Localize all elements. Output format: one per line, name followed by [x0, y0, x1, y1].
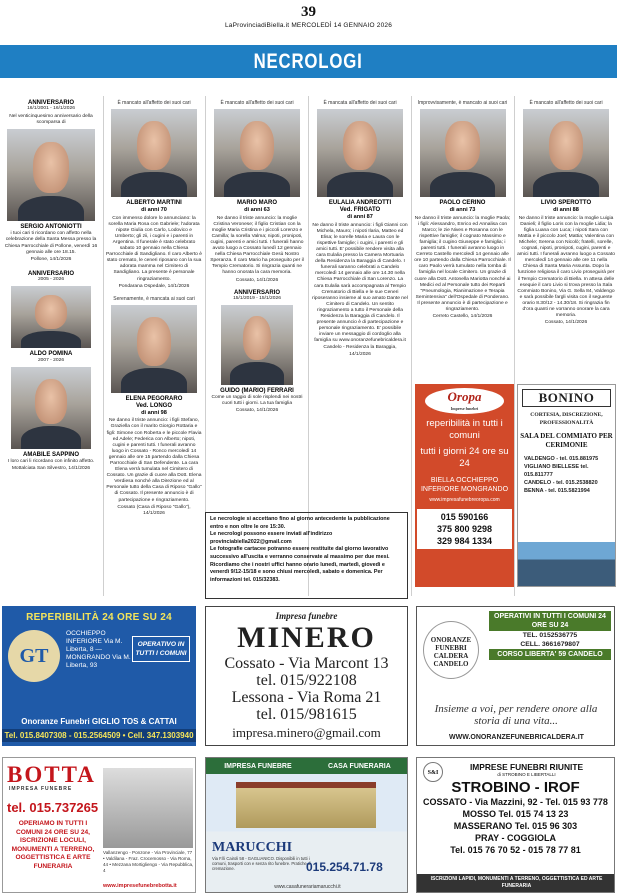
minero-phone-2: tel. 015/981615	[256, 706, 357, 723]
minero-subtitle: Impresa funebre	[275, 611, 338, 621]
giglio-emblem-icon: GT	[8, 630, 60, 682]
marucchi-header-2: CASA FUNERARIA	[328, 762, 391, 770]
deceased-name: PAOLO CERINO	[439, 200, 486, 207]
anniversary-title: ANNIVERSARIO	[233, 289, 280, 296]
bonino-location: VIGLIANO BIELLESE tel. 015.811777	[524, 464, 589, 478]
strobino-footer: ISCRIZIONI LAPIDI, MONUMENTI A TERRENO, OGGETTISTICA ED ARTE FUNERARIA	[417, 874, 615, 892]
anniversary-dates: 16/1/2001 - 16/1/2026	[27, 106, 75, 112]
ad-oropa[interactable]	[415, 384, 514, 587]
deceased-age: di anni 73	[449, 207, 476, 214]
portrait-photo	[111, 305, 197, 393]
ad-marucchi[interactable]	[205, 757, 408, 893]
deceased-age: di anni 87	[347, 214, 373, 221]
notice-email[interactable]: provinciabiella2022@gmail.com	[210, 538, 292, 545]
obituary-signature: Cossato, 14/1/2026	[544, 320, 588, 326]
giglio-name: Onoranze Funebri GIGLIO TOS & CATTAI	[21, 717, 177, 726]
strobino-title: IMPRESE FUNEBRI RIUNITE	[469, 762, 584, 772]
anniversary-title: ANNIVERSARIO	[27, 270, 74, 277]
obituary-column-3	[209, 100, 305, 414]
deceased-name: ALBERTO MARTINI	[126, 200, 182, 207]
ad-caldera[interactable]	[416, 606, 615, 746]
obituary-intro: È mancato all'affetto dei suoi cari	[220, 100, 294, 106]
obituary-column-2	[106, 100, 202, 517]
caldera-website[interactable]: WWW.ONORANZEFUNEBRICALDERA.IT	[449, 734, 584, 741]
strobino-seal-icon: S&I	[423, 762, 443, 782]
bonino-tagline: CORTESIA, DISCREZIONE, PROFESSIONALITÀ	[530, 412, 603, 426]
deceased-name: ELENA PEGORARO	[125, 395, 183, 402]
obituary-signature: Mottalciata San Silvestro, 14/1/2026	[11, 466, 91, 472]
marucchi-phone: 015.254.71.78	[306, 860, 383, 874]
building-photo	[518, 542, 616, 586]
giglio-phones: Tel. 015.8407308 - 015.2564509 • Cell. 347.1303940	[2, 729, 196, 742]
strobino-cossato: COSSATO - Via Mazzini, 92 - Tel. 015 93 778	[423, 797, 608, 807]
strobino-name: STROBINO - IROF	[451, 779, 580, 796]
ad-giglio-tos-cattai[interactable]	[2, 606, 196, 746]
caldera-slogan: Insieme a voi, per rendere onore alla storia di una vita...	[434, 703, 598, 727]
obituary-signature: Candelo - Residenza la Baraggia, 14/1/2026	[323, 345, 397, 357]
building-photo	[236, 782, 376, 828]
strobino-pray: PRAY - COGGIOLA	[474, 833, 556, 843]
page-number: 39	[301, 4, 316, 20]
bonino-location: BENNA - tel. 015.5821994	[524, 488, 590, 494]
botta-addresses: Vallanzengo - Ponzone - Via Provinciale, 77 • Valdilana - Fraz. Crocemosso - Via Roma, 44 • Mezzana Mortigliengo - Via Repubblica, 4	[103, 850, 194, 873]
strobino-subtitle: di STROBINO E LIBERTALLI	[497, 772, 556, 777]
minero-address-1: Cossato - Via Marcont 13	[224, 655, 389, 672]
ad-strobino-irof[interactable]	[416, 757, 615, 893]
deceased-name: SERGIO ANTONIOTTI	[20, 224, 82, 231]
deceased-name: EULALIA ANDREOTTI	[328, 200, 392, 207]
minero-phone-1: tel. 015/922108	[256, 672, 357, 689]
strobino-pray-phones: Tel. 015 76 70 52 - 015 78 77 81	[450, 845, 581, 855]
botta-website[interactable]: www.impresefunebrebotta.it	[103, 883, 177, 889]
deceased-age: di anni 63	[244, 207, 270, 214]
obituary-text: Ne danno il triste annuncio: i figli Stefano, Graziella con il marito Giorgio Rottaria e figli: Simone con Roberta e le piccole Flavia ed Adele; Federica con Alberto; nipoti, cugini e parenti tutti. I funerali avranno luogo in Cossato - Ronco mercoledì 14 gennaio alle ore 15 partendo dalla Chiesa Parrocchiale di San Defendente. La cara Elena verrà tumulata nel Cimitero di Cossato. Un grazie di cuore alla Dott. Elena Verdiesa nonché alla Direzione ed al Personale tutto della Casa di Riposo "Gallo" di Cossato. Il presente annuncio è di partecipazione e ringraziamento.	[106, 418, 202, 503]
ad-botta[interactable]	[2, 757, 196, 893]
marucchi-header-1: IMPRESA FUNEBRE	[224, 762, 292, 770]
page-headline: LaProvinciadiBiella.it MERCOLEDÌ 14 GENNAIO 2026	[224, 22, 393, 29]
anniversary-intro: Nel venticinquesimo anniversario della scomparsa di	[9, 114, 93, 126]
deceased-name: GUIDO (MARIO) FERRARI	[220, 387, 294, 394]
notice-deadline: Le necrologie si accettano fino al giorno antecedente la pubblicazione entro e non oltre le ore 15:30.	[210, 516, 390, 530]
portrait-photo	[7, 129, 95, 221]
portrait-photo	[420, 109, 506, 197]
portrait-photo	[221, 305, 293, 385]
giglio-title: REPERIBILITÀ 24 ORE SU 24	[26, 612, 172, 623]
obituary-text: Ne danno il triste annuncio: la moglie Cristina Veronese; il figlio Cristian con la moglie Maria Cristina e i piccoli Lorenzo e Camilla; la sorella Valma; nipoti, pronipoti, cugini, parenti e amici tutti. I funerali hanno avuto luogo a Cossato lunedì 12 gennaio nella Chiesa Parrocchiale Gesù Nostro Speranza. Il caro Mario ha proseguito per il Tempio Crematorio. Si ringrazia quanti ne hanno onorata la cara memoria.	[210, 215, 304, 276]
anniversary-dates: 15/1/2019 - 15/1/2026	[233, 295, 281, 301]
deceased-name-married: Ved. FRIGATO	[339, 207, 381, 214]
portrait-photo	[111, 109, 197, 197]
oropa-logo-sub: Imprese funebri	[450, 406, 479, 411]
oropa-phone-1: 015 590166	[440, 512, 489, 522]
obituary-text: I loro cari li ricordano con infinito affetto.	[7, 459, 95, 465]
obituary-intro: È mancato all'affetto dei suoi cari	[529, 100, 603, 106]
deceased-name: ALDO POMINA	[29, 351, 73, 358]
obituary-column-5	[414, 100, 511, 320]
obituary-text: i tuoi cari ti ricordano con affetto nella celebrazione della Santa Messa presso la Chiesa Parrocchiale di Pollone, venerdì 16 gennaio alle ore 18.15.	[4, 231, 98, 255]
giglio-addresses: OCCHIEPPO INFERIORE Via M. Liberta, 8 — MONGRANDO Via M. Liberta, 93	[66, 630, 131, 669]
oropa-website[interactable]: www.impresafunebreoropa.com	[429, 497, 500, 503]
strobino-mosso: MOSSO Tel. 015 74 13 23	[462, 809, 569, 819]
caldera-info	[489, 611, 611, 660]
anniversary-title: ANNIVERSARIO	[27, 100, 74, 106]
submission-notice	[205, 512, 408, 599]
oropa-logo-text: Oropa	[447, 389, 482, 404]
obituary-intro: Improvvisamente, è mancato ai suoi cari	[417, 100, 508, 106]
caldera-address: CORSO LIBERTA' 59 CANDELO	[489, 649, 611, 660]
bonino-location: VALDENGO - tel. 015.881975	[524, 456, 599, 462]
section-banner	[0, 45, 617, 78]
botta-phone: tel. 015.737265	[7, 800, 99, 815]
deceased-name: AMABILE SAPPINO	[22, 452, 79, 459]
obituary-intro: Serenamente, è mancata ai suoi cari	[113, 295, 195, 302]
oropa-towns: BIELLA OCCHIEPPO INFERIORE MONGRANDO	[420, 477, 509, 493]
obituary-signature: Cossato, 14/1/2026	[235, 277, 279, 283]
oropa-phone-3: 329 984 1334	[436, 536, 493, 546]
bonino-locations	[518, 455, 615, 495]
obituary-text: Ne danno il triste annuncio: i figli Gianni con Michela, Mauro; i nipoti Ilaria, Matteo ed Elisa; le sorelle Maria e Laura con le rispettive famiglie; i cugini, i parenti e gli amici tutti. E' possibile rendere visita alla cara Eulalia presso la Camera Mortuaria della Residenza la Baraggia di Candelo. I funerali saranno celebrati a Candelo mercoledì 14 gennaio alle ore 14.30 nella Chiesa Parrocchiale di San Lorenzo. La cara Eulalia sarà accompagnata al Tempio Crematorio di Biella e le sue Ceneri riposeranno insieme al suo amato Dante nel Cimitero di Candelo. Un sentito ringraziamento a tutto il Personale della Residenza la Baraggia di Candelo. Il presente annuncio è di partecipazione e personale ringraziamento. E' possibile inviare un messaggio di cordoglio alla famiglia su www.onoranzefunebricaldera.it	[312, 222, 408, 344]
giglio-operative: OPERATIVO IN TUTTI I COMUNI	[132, 636, 190, 662]
notice-photos: Le fotografie cartacee potranno essere restituite dal giorno lavorativo successivo all'uscita e verranno conservate al massimo per due mesi. Ricordiamo che i nostri uffici hanno orario lunedì, martedì, giovedì e venerdì 9/12-15/18 e sono chiusi mercoledì, sabato e domenica. Per informazioni tel. 015/32383.	[210, 546, 390, 583]
obituary-signature: Cossato (Casa di Riposo "Gallo"), 14/1/2026	[117, 504, 191, 516]
portrait-photo	[11, 367, 91, 449]
obituary-signature: Pollone, 14/1/2026	[30, 256, 72, 262]
obituary-signature: Pondarana Ospedale, 14/1/2026	[118, 283, 190, 289]
botta-services: OPERIAMO IN TUTTI I COMUNI 24 ORE SU 24, ISCRIZIONE LOCULI, MONUMENTI A TERRENO, OGGETTISTICA E ARTE FUNERARIA	[11, 820, 95, 870]
ad-minero[interactable]	[205, 606, 408, 746]
oropa-phones	[417, 509, 512, 549]
oropa-phone-2: 375 800 9298	[436, 524, 493, 534]
bonino-location: CANDELO - tel. 015.2538820	[524, 480, 598, 486]
botta-name: BOTTA	[7, 762, 96, 787]
caldera-cell: CELL. 3661679807	[520, 641, 580, 648]
obituary-column-6	[517, 100, 615, 326]
deceased-name-married: Ved. LONGO	[135, 402, 172, 409]
obituary-intro: È mancata all'affetto dei suoi cari	[323, 100, 397, 106]
obituary-column-4	[312, 100, 408, 358]
column-divider	[103, 96, 104, 596]
minero-email[interactable]: impresa.minero@gmail.com	[232, 725, 381, 740]
obituary-signature: Cossato, 14/1/2026	[235, 408, 279, 413]
marucchi-website[interactable]: www.casafunerariamarucchi.it	[274, 884, 341, 890]
section-title: NECROLOGI	[254, 50, 363, 73]
column-divider	[411, 96, 412, 596]
minero-name: MINERO	[237, 621, 376, 654]
obituary-text: Ne danno il triste annuncio: la moglie Luigia Danieli; il figlio Loris con la moglie Lidia; la figlia Luana con Luca; i nipoti Sara con Mattia e il piccolo Joel; Mattia; Valentina con Michele; Serena con Nicolò; fratelli, sorelle, cognati, nipoti, pronipoti, cugini, parenti e amici tutti. I funerali avranno luogo a Cossato mercoledì 14 gennaio alle ore 11 nella Chiesa di Santa Maria Assunta. Dopo la funzione religiosa il caro Livio proseguirà per il Tempio Crematorio di Biella. In attesa delle esequie il caro Livio si trova presso la Sala Commiato Bonino, Via G. Sella 84, Valdengo e sarà possibile fargli visita con il seguente orario 8.30/12 - 14.30/18. Si ringrazia fin d'ora quanti ne vorranno onorare la cara memoria.	[517, 215, 615, 319]
marucchi-name: MARUCCHI	[212, 840, 293, 855]
strobino-masserano: MASSERANO Tel. 015 96 303	[453, 821, 578, 831]
obituary-intro: È mancato all'affetto dei suoi cari	[117, 100, 191, 106]
staff-photo	[103, 768, 193, 848]
oropa-logo	[425, 388, 504, 414]
deceased-name: MARIO MARO	[237, 200, 277, 207]
marucchi-header	[206, 758, 408, 774]
portrait-photo	[214, 109, 300, 197]
anniversary-dates: 2005 - 2026	[37, 276, 65, 282]
deceased-name: LIVIO SPEROTTO	[540, 200, 592, 207]
ad-bonino[interactable]	[517, 384, 616, 587]
caldera-operative: OPERATIVI IN TUTTI I COMUNI 24 ORE SU 24	[489, 611, 611, 631]
bonino-hall: SALA DEL COMMIATO PER CERIMONIE	[520, 432, 613, 449]
anniversary-dates: 2007 - 2026	[37, 358, 65, 364]
obituary-text: Ne danno il triste annuncio: la moglie Paola; i figli: Alessandro, Enrico ed Annalisa con Marco; le zie Nives e Rosanna con le rispettive famiglie; il cognato Massimo e famiglia; il cugino Giuseppe e famiglia; i parenti tutti. I funerali avranno luogo in Cerreto Castello mercoledì 14 gennaio alle ore 10 partendo dalla Chiesa Parrocchiale. Il caro Paolo verrà tumulato nella tomba di famiglia nel locale Cimitero. Un grazie di cuore alla Dott. Antonella Mariotta nonché ai Medici ed al Personale tutto dei Reparti "Pneumologia, Rianimazione e Terapia Semintensiva" dell'Ospedale di Ponderano. Il presente annuncio è di partecipazione e ringraziamento.	[414, 215, 511, 312]
obituary-text: Con immenso dolore lo annunciano: la sorella Maria Rosa con Gabriele; l'adorata nipote Giulia con Carlo, Lodovico e Umberto; gli zii, i cugini e i parenti in Argentina. Il funerale è stato celebrato sabato 10 gennaio nella Chiesa Parrocchiale di Sandigliano. Il caro Alberto è stato cremato, le ceneri riposano con la sua adorata mamma nel Cimitero di Sandigliano. La presente è personale ringraziamento.	[106, 215, 202, 282]
portrait-photo	[11, 286, 91, 348]
deceased-age: di anni 98	[141, 409, 167, 416]
bonino-logo: BONINO	[522, 389, 611, 407]
obituary-signature: Cerreto Castello, 14/1/2026	[432, 314, 493, 320]
deceased-age: di anni 88	[553, 207, 579, 214]
oropa-availability: reperibilità in tutti i comuni	[426, 418, 503, 441]
portrait-photo	[523, 109, 609, 197]
marucchi-address: Via F.lli Cairoli 58 - GAGLIANICO. Disponibili in tutti i comuni, trasporti con e senza rito funebre. Pratiche di cremazione.	[212, 856, 312, 872]
caldera-tel: TEL. 0152536775	[522, 632, 578, 639]
column-divider	[514, 96, 515, 596]
botta-subtitle: IMPRESA FUNEBRE	[9, 786, 73, 792]
oropa-hours: tutti i giorni 24 ore su 24	[420, 446, 509, 469]
caldera-logo: ONORANZE FUNEBRI CALDERA CANDELO	[423, 621, 479, 679]
obituary-text: Come un raggio di sole risplendi nei nostri cuori tutti i giorni. La tua famiglia	[211, 394, 303, 406]
obituary-column-1	[2, 100, 100, 472]
deceased-age: di anni 70	[141, 207, 167, 214]
notice-email-intro: Le necrologi possono essere inviati all'indirizzo	[210, 531, 333, 538]
portrait-photo	[317, 109, 403, 197]
minero-address-2: Lessona - Via Roma 21	[231, 689, 382, 706]
